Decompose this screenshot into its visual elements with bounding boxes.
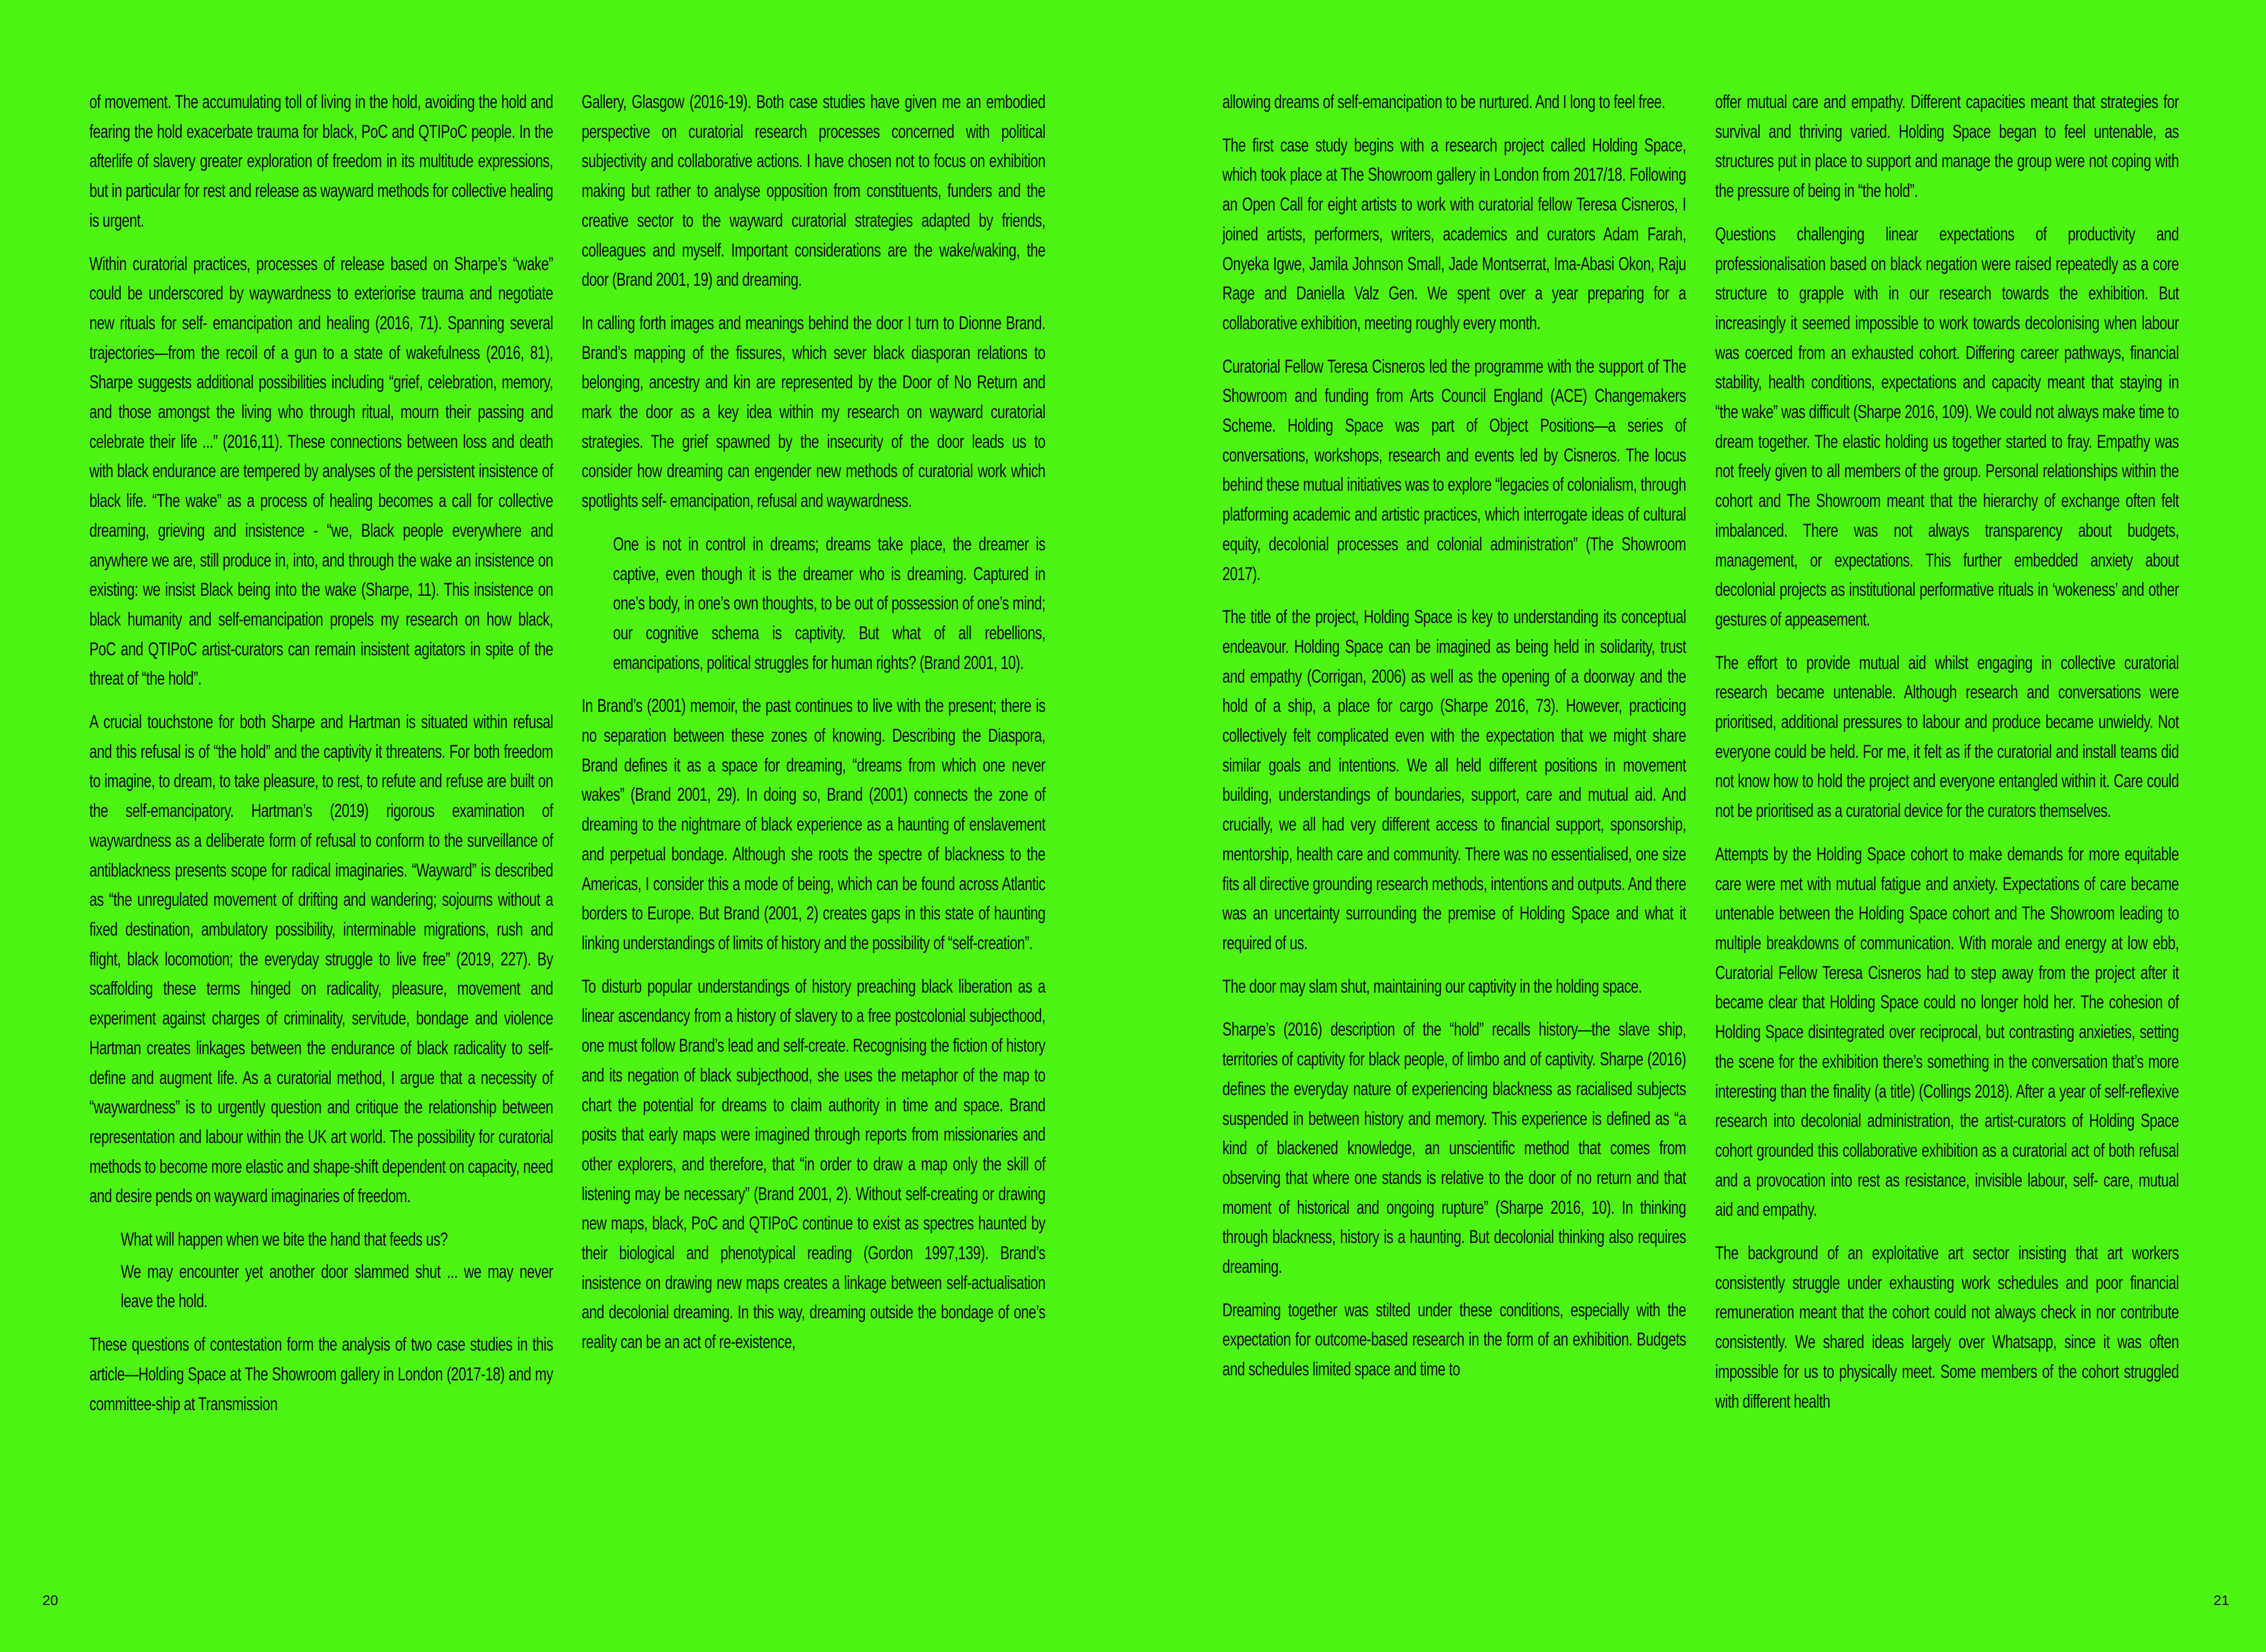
paragraph: Sharpe’s (2016) description of the “hold” recalls history—the slave ship, territories of captivity for black people, of limbo and of captivity. Sharpe (2016) defines the everyday nature of experiencing blackness as racialised subjects suspended in between history and memory. This experience is defined as “a kind of blackened knowledge, an unscientific method that comes from observing that where one stands is relative to the door of no return and that moment of historical and ongoing rupture” (Sharpe 2016, 10). In thinking through blackness, history is a haunting. But decolonial thinking also requires dreaming.	[1222, 1018, 1686, 1277]
paragraph: Dreaming together was stilted under these conditions, especially with the expectation for outcome-based research in the form of an exhibition. Budgets and schedules limited space and time to	[1222, 1299, 1686, 1380]
answer-quote: We may encounter yet another door slammed shut ... we may never leave the hold.	[121, 1260, 553, 1312]
paragraph: offer mutual care and empathy. Different capacities meant that strategies for survival and thriving varied. Holding Space began to feel untenable, as structures put in place to support and manage the group were not coping with the pressure of being in “the hold”.	[1715, 91, 2179, 201]
paragraph: The first case study begins with a research project called Holding Space, which took place at The Showroom gallery in London from 2017/18. Following an Open Call for eight artists to work with curatorial fellow Teresa Cisneros, I joined artists, performers, writers, academics and curators Adam Farah, Onyeka Igwe, Jamila Johnson Small, Jade Montserrat, Ima-Abasi Okon, Raju Rage and Daniella Valz Gen. We spent over a year preparing for a collaborative exhibition, meeting roughly every month.	[1222, 134, 1686, 333]
question-quote: What will happen when we bite the hand that feeds us?	[121, 1228, 448, 1250]
text-column-4	[1715, 87, 2179, 1429]
page-number-right: 21	[2213, 1592, 2230, 1608]
paragraph: Within curatorial practices, processes of release based on Sharpe’s “wake” could be underscored by waywardness to exteriorise trauma and negotiate new rituals for self- emancipation and healing (2016, 71). Spanning several trajectories—from the recoil of a gun to a state of wakefulness (2016, 81), Sharpe suggests additional possibilities including “grief, celebration, memory, and those amongst the living who through ritual, mourn their passing and celebrate their life ...” (2016,11). These connections between loss and death with black endurance are tempered by analyses of the persistent insistence of black life. “The wake” as a process of healing becomes a call for collective dreaming, grieving and insistence - “we, Black people everywhere and anywhere we are, still produce in, into, and through the wake an insistence on existing: we insist Black being into the wake (Sharpe, 11). This insistence on black humanity and self-emancipation propels my research on how black, PoC and QTIPoC artist-curators can remain insistent agitators in spite of the threat of “the hold”.	[89, 252, 553, 689]
paragraph: The background of an exploitative art sector insisting that art workers consistently struggle under exhausting work schedules and poor financial remuneration meant that the cohort could not always check in nor contribute consistently. We shared ideas largely over Whatsapp, since it was often impossible for us to physically meet. Some members of the cohort struggled with different health	[1715, 1242, 2179, 1412]
paragraph: The effort to provide mutual aid whilst engaging in collective curatorial research became untenable. Although research and conversations were prioritised, additional pressures to labour and produce became unwieldy. Not everyone could be held. For me, it felt as if the curatorial and install teams did not know how to hold the project and everyone entangled within it. Care could not be prioritised as a curatorial device for the curators themselves.	[1715, 651, 2179, 821]
block-quote: One is not in control in dreams; dreams take place, the dreamer is captive, even though it is the dreamer who is dreaming. Captured in one’s body, in one’s own thoughts, to be out of possession of one’s mind; our cognitive schema is captivity. But what of all rebellions, emancipations, political struggles for human rights? (Brand 2001, 10).	[613, 533, 1046, 673]
paragraph: To disturb popular understandings of history preaching black liberation as a linear ascendancy from a history of slavery to a free postcolonial subjecthood, one must follow Brand’s lead and self-create. Recognising the fiction of history and its negation of black subjecthood, she uses the metaphor of the map to chart the potential for dreams to claim authority in time and space. Brand posits that early maps were imagined through reports from missionaries and other explorers, and therefore, that “in order to draw a map only the skill of listening may be necessary” (Brand 2001, 2). Without self-creating or drawing new maps, black, PoC and QTIPoC continue to exist as spectres haunted by their biological and phenotypical reading (Gordon 1997,139). Brand’s insistence on drawing new maps creates a linkage between self-actualisation and decolonial dreaming. In this way, dreaming outside the bondage of one’s reality can be an act of re-existence,	[582, 975, 1046, 1353]
paragraph: Questions challenging linear expectations of productivity and professionalisation based on black negation were raised repeatedly as a core structure to grapple with in our research towards the exhibition. But increasingly it seemed impossible to work towards decolonising when labour was coerced from an exhausted cohort. Differing career pathways, financial stability, health conditions, expectations and capacity meant that staying in “the wake” was difficult (Sharpe 2016, 109). We could not always make time to dream together. The elastic holding us together started to fray. Empathy was not freely given to all members of the group. Personal relationships within the cohort and The Showroom meant that the hierarchy of exchange often felt imbalanced. There was not always transparency about budgets, management, or expectations. This further embedded anxiety about decolonial projects as institutional performative rituals in ‘wokeness’ and other gestures of appeasement.	[1715, 223, 2179, 630]
paragraph: Curatorial Fellow Teresa Cisneros led the programme with the support of The Showroom and funding from Arts Council England (ACE) Changemakers Scheme. Holding Space was part of Object Positions—a series of conversations, workshops, research and events led by Cisneros. The locus behind these mutual initiatives was to explore “legacies of colonialism, through platforming academic and artistic practices, which interrogate ideas of cultural equity, decolonial processes and colonial administration” (The Showroom 2017).	[1222, 355, 1686, 584]
text-column-1	[89, 87, 553, 1432]
paragraph: In Brand’s (2001) memoir, the past continues to live with the present; there is no separation between these zones of knowing. Describing the Diaspora, Brand defines it as a space for dreaming, “dreams from which one never wakes” (Brand 2001, 29). In doing so, Brand (2001) connects the zone of dreaming to the nightmare of black experience as a haunting of enslavement and perpetual bondage. Although she roots the spectre of blackness to the Americas, I consider this a mode of being, which can be found across Atlantic borders to Europe. But Brand (2001, 2) creates gaps in this state of haunting linking understandings of limits of history and the possibility of “self-creation”.	[582, 695, 1046, 953]
paragraph: The title of the project, Holding Space is key to understanding its conceptual endeavour. Holding Space can be imagined as being held in solidarity, trust and empathy (Corrigan, 2006) as well as the opening of a doorway and the hold of a ship, a place for cargo (Sharpe 2016, 73). However, practicing collectively felt complicated even with the expectation that we might share similar goals and intentions. We all held different positions in movement building, understandings of boundaries, support, care and mutual aid. And crucially, we all had very different access to financial support, sponsorship, mentorship, health care and community. There was no essentialised, one size fits all directive grounding research methods, intentions and outputs. And there was an uncertainty surrounding the premise of Holding Space and what it required of us.	[1222, 606, 1686, 953]
paragraph: Gallery, Glasgow (2016-19). Both case studies have given me an embodied perspective on curatorial research processes concerned with political subjectivity and collaborative actions. I have chosen not to focus on exhibition making but rather to analyse opposition from constituents, funders and the creative sector to the wayward curatorial strategies adapted by friends, colleagues and myself. Important considerations are the wake/waking, the door (Brand 2001, 19) and dreaming.	[582, 91, 1046, 290]
text-column-2	[582, 87, 1045, 1370]
paragraph: The door may slam shut, maintaining our captivity in the holding space.	[1222, 975, 1642, 997]
paragraph: allowing dreams of self-emancipation to be nurtured. And I long to feel free.	[1222, 91, 1665, 112]
text-column-3	[1222, 87, 1686, 1398]
paragraph: Attempts by the Holding Space cohort to make demands for more equitable care were met with mutual fatigue and anxiety. Expectations of care became untenable between the Holding Space cohort and The Showroom leading to multiple breakdowns of communication. With morale and energy at low ebb, Curatorial Fellow Teresa Cisneros had to step away from the project after it became clear that Holding Space could no longer hold her. The cohesion of Holding Space disintegrated over reciprocal, but contrasting anxieties, setting the scene for the exhibition there’s something in the conversation that’s more interesting than the finality (a title) (Collings 2018). After a year of self-reflexive research into decolonial administration, the artist-curators of Holding Space cohort grounded this collaborative exhibition as a curatorial act of both refusal and a provocation into rest as resistance, invisible labour, self- care, mutual aid and empathy.	[1715, 843, 2179, 1220]
page-number-left: 20	[42, 1592, 59, 1608]
paragraph: of movement. The accumulating toll of living in the hold, avoiding the hold and fearing the hold exacerbate trauma for black, PoC and QTIPoC people. In the afterlife of slavery greater exploration of freedom in its multitude expressions, but in particular for rest and release as wayward methods for collective healing is urgent.	[89, 91, 553, 231]
paragraph: A crucial touchstone for both Sharpe and Hartman is situated within refusal and this refusal is of “the hold” and the captivity it threatens. For both freedom to imagine, to dream, to take pleasure, to rest, to refute and refuse are built on the self-emancipatory. Hartman’s (2019) rigorous examination of waywardness as a deliberate form of refusal to conform to the surveillance of antiblackness presents scope for radical imaginaries. “Wayward” is described as “the unregulated movement of drifting and wandering; sojourns without a fixed destination, ambulatory possibility, interminable migrations, rush and flight, black locomotion; the everyday struggle to live free” (2019, 227). By scaffolding these terms hinged on radicality, pleasure, movement and experiment against charges of criminality, servitude, bondage and violence Hartman creates linkages between the endurance of black radicality to self-define and augment life. As a curatorial method, I argue that a necessity of “waywardness” is to urgently question and critique the relationship between representation and labour within the UK art world. The possibility for curatorial methods to become more elastic and shape-shift dependent on capacity, need and desire pends on wayward imaginaries of freedom.	[89, 711, 553, 1207]
paragraph: These questions of contestation form the analysis of two case studies in this article—Holding Space at The Showroom gallery in London (2017-18) and my committee-ship at Transmission	[89, 1333, 553, 1414]
paragraph: In calling forth images and meanings behind the door I turn to Dionne Brand. Brand’s mapping of the fissures, which sever black diasporan relations to belonging, ancestry and kin are represented by the Door of No Return and mark the door as a key idea within my research on wayward curatorial strategies. The grief spawned by the insecurity of the door leads us to consider how dreaming can engender new methods of curatorial work which spotlights self- emancipation, refusal and waywardness.	[582, 312, 1046, 511]
